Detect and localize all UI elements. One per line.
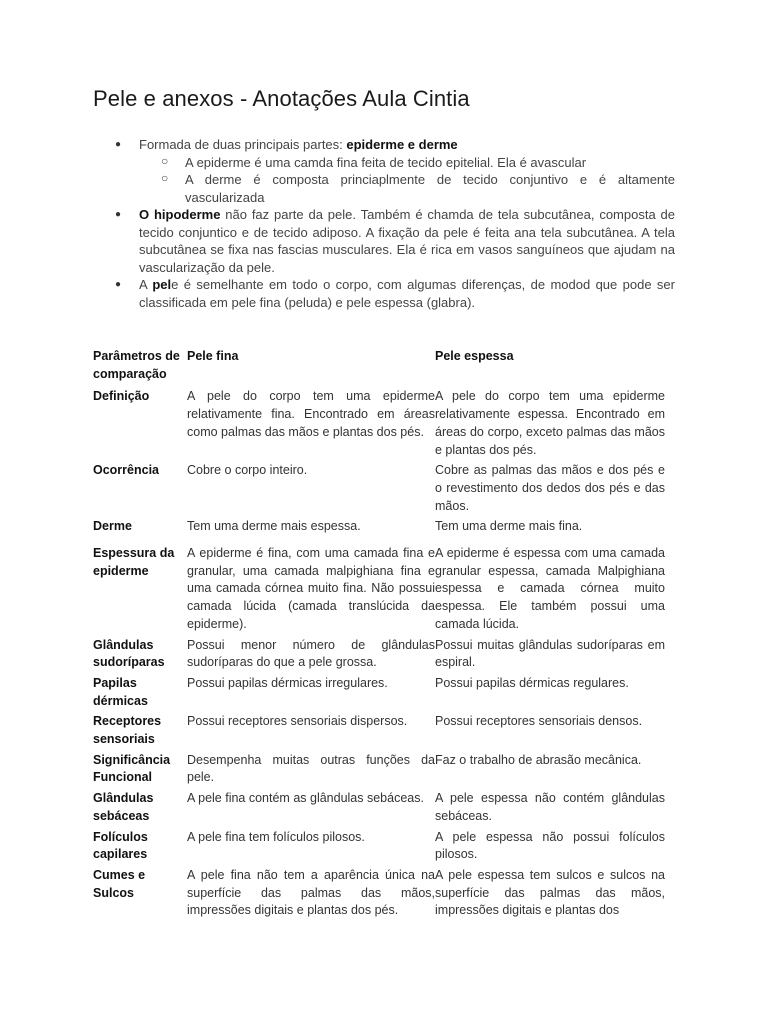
row-label: Ocorrência <box>93 463 160 478</box>
table-row <box>93 388 665 462</box>
cell-pele-fina: Tem uma derme mais espessa. <box>187 519 361 534</box>
row-label: Significância Funcional <box>93 752 171 785</box>
table-row <box>93 539 665 637</box>
table-row <box>93 867 665 923</box>
cell-pele-fina: A epiderme é fina, com uma camada fina e granular, uma camada malpighiana fina e uma camada córnea muito fina. Não possui camada lúcida (camada translúcida da epiderme). <box>187 546 435 631</box>
row-label: Cumes e Sulcos <box>93 867 146 900</box>
cell-pele-espessa: A pele espessa não possui folículos pilosos. <box>435 829 665 862</box>
list-item-bold: epiderme e derme <box>346 137 458 152</box>
cell-pele-espessa: A pele espessa não contém glândulas sebáceas. <box>435 791 665 823</box>
cell-pele-fina: Possui menor número de glândulas sudoríparas do que a pele grossa. <box>187 637 435 670</box>
row-label: Derme <box>93 519 132 534</box>
table-row <box>93 752 665 790</box>
row-label: Receptores sensoriais <box>93 714 162 747</box>
table-row <box>93 829 665 867</box>
notes-list <box>93 136 675 311</box>
header-pele-fina: Pele fina <box>187 349 239 363</box>
row-label: Papilas dérmicas <box>93 675 148 708</box>
list-item-bold: O hipoderme <box>139 207 221 222</box>
sub-list-item <box>93 154 675 172</box>
cell-pele-espessa: A pele do corpo tem uma epiderme relativamente espessa. Encontrado em áreas do corpo, exceto palmas das mãos e plantas dos pés. <box>435 389 665 457</box>
page-title: Pele e anexos - Anotações Aula Cintia <box>93 86 470 111</box>
header-pele-espessa: Pele espessa <box>435 349 514 363</box>
table-row <box>93 790 665 828</box>
row-label: Definição <box>93 389 150 404</box>
bullet-icon: ● <box>115 279 122 290</box>
list-item-text: A <box>139 277 153 292</box>
cell-pele-espessa: A pele espessa tem sulcos e sulcos na superfície das palmas das mãos, impressões digitais e plantas dos <box>435 867 665 918</box>
list-item <box>93 136 675 154</box>
cell-pele-espessa: Possui muitas glândulas sudoríparas em espiral. <box>435 637 665 670</box>
table-row <box>93 713 665 751</box>
sub-list-item <box>93 171 675 206</box>
cell-pele-espessa: Tem uma derme mais fina. <box>435 519 583 534</box>
cell-pele-espessa: Faz o trabalho de abrasão mecânica. <box>435 752 642 767</box>
list-item-text: e é semelhante em todo o corpo, com algumas diferenças, de modod que pode ser classificada em pele fina (peluda) e pele espessa (glabra). <box>139 277 675 310</box>
header-parametros: Parâmetros de comparação <box>93 349 180 381</box>
cell-pele-fina: A pele do corpo tem uma epiderme relativamente fina. Encontrado em áreas como palmas das mãos e plantas dos pés. <box>187 389 435 439</box>
bullet-icon: ● <box>115 209 122 220</box>
cell-pele-fina: Possui papilas dérmicas irregulares. <box>187 675 388 690</box>
sub-list-item-text: A derme é composta princiaplmente de tecido conjuntivo e é altamente vascularizada <box>185 172 675 205</box>
table-row <box>93 462 665 518</box>
list-item-bold: pel <box>152 277 172 292</box>
table-row <box>93 675 665 713</box>
list-item-text: não faz parte da pele. Também é chamda de tela subcutânea, composta de tecido conjuntico e de tecido adiposo. A fixação da pele é feita ana tela subcutânea. A tela subcutânea se fixa nas fascias musculares. Ela é rica em vasos sanguíneos que ajudam na vascularização da pele. <box>139 207 675 275</box>
cell-pele-fina: Desempenha muitas outras funções da pele. <box>187 752 435 785</box>
sub-list-item-text: A epiderme é uma camda fina feita de tecido epitelial. Ela é avascular <box>185 154 587 170</box>
cell-pele-espessa: Possui papilas dérmicas regulares. <box>435 675 629 690</box>
cell-pele-fina: A pele fina contém as glândulas sebáceas. <box>187 791 424 806</box>
table-header-row <box>93 348 665 388</box>
cell-pele-espessa: Cobre as palmas das mãos e dos pés e o revestimento dos dedos dos pés e das mãos. <box>435 463 665 513</box>
cell-pele-espessa: Possui receptores sensoriais densos. <box>435 714 643 729</box>
row-label: Espessura da epiderme <box>93 546 175 578</box>
row-label: Glândulas sebáceas <box>93 791 154 823</box>
hollow-bullet-icon: ○ <box>161 153 169 168</box>
comparison-table <box>93 348 665 923</box>
list-item <box>93 206 675 276</box>
list-item <box>93 276 675 311</box>
row-label: Glândulas sudoríparas <box>93 637 165 670</box>
bullet-icon: ● <box>115 139 122 150</box>
hollow-bullet-icon: ○ <box>161 171 169 185</box>
cell-pele-espessa: A epiderme é espessa com uma camada granular espessa, camada Malpighiana espessa e camada córnea muito espessa. Ele também possui uma camada lúcida. <box>435 546 665 631</box>
table-row <box>93 637 665 675</box>
list-item-text: Formada de duas principais partes: <box>139 137 347 152</box>
cell-pele-fina: Possui receptores sensoriais dispersos. <box>187 714 408 729</box>
cell-pele-fina: A pele fina não tem a aparência única na superfície das palmas das mãos, impressões digitais e plantas dos pés. <box>187 867 435 918</box>
row-label: Folículos capilares <box>93 829 148 862</box>
table-row <box>93 518 665 539</box>
cell-pele-fina: A pele fina tem folículos pilosos. <box>187 829 365 844</box>
cell-pele-fina: Cobre o corpo inteiro. <box>187 463 308 478</box>
